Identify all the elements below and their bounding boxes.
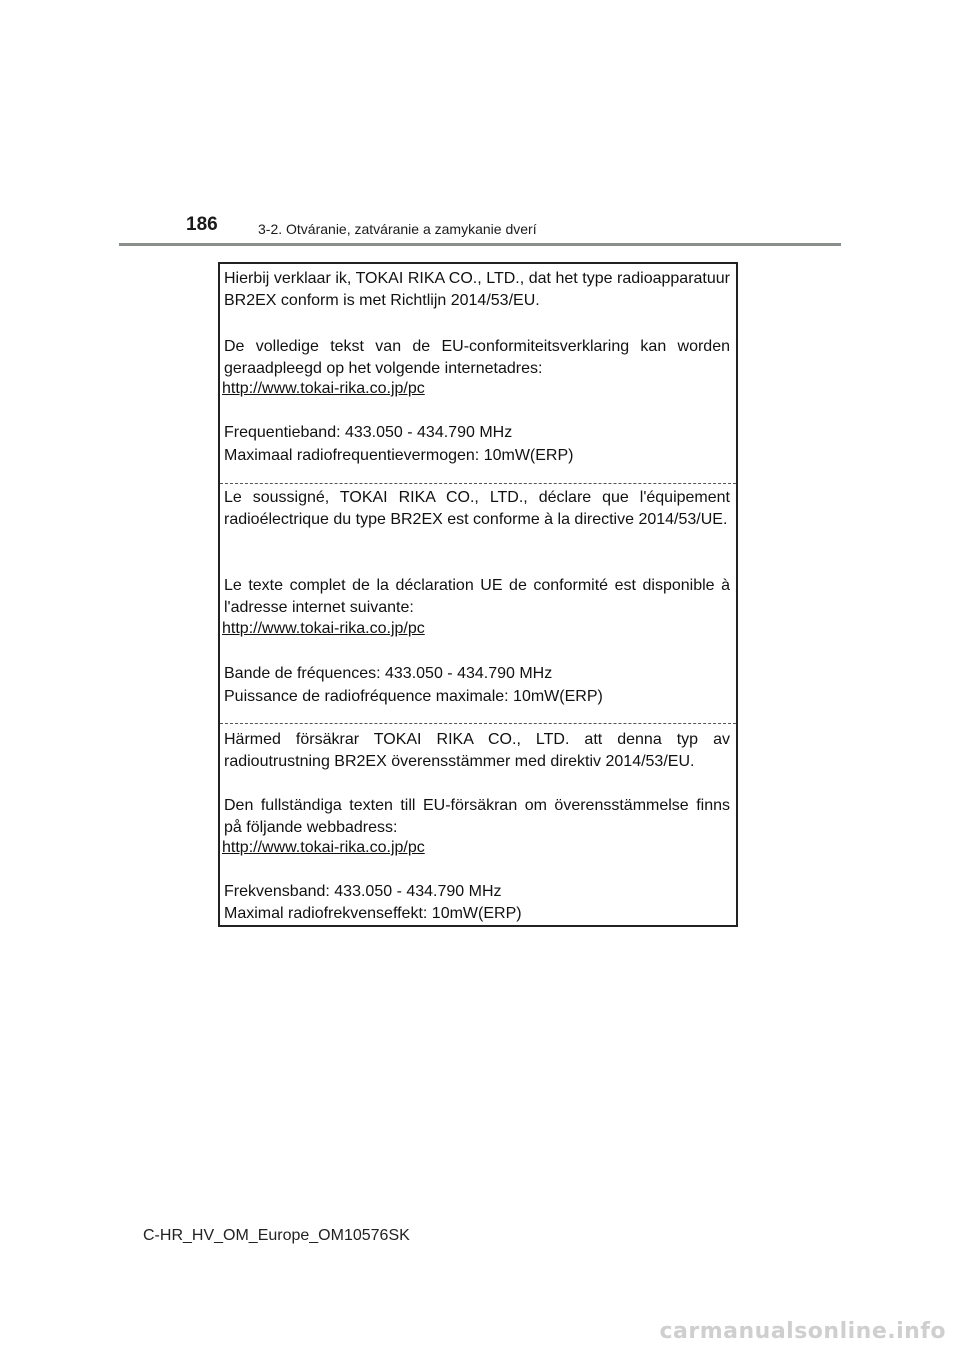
declaration-text-intro: Den fullständiga texten till EU-försäkran om överensstämmelse finns på följande webbadress: xyxy=(224,797,730,836)
page-number: 186 xyxy=(186,214,218,235)
declaration-url-link[interactable]: http://www.tokai-rika.co.jp/pc xyxy=(222,620,425,637)
frequency-band: Frekvensband: 433.050 - 434.790 MHz xyxy=(224,883,502,900)
declaration-block-french xyxy=(220,483,736,723)
frequency-band: Frequentieband: 433.050 - 434.790 MHz xyxy=(224,424,513,441)
declaration-box xyxy=(218,262,738,927)
declaration-statement: Härmed försäkrar TOKAI RIKA CO., LTD. att denna typ av radioutrustning BR2EX överensstämmer med direktiv 2014/53/EU. xyxy=(224,731,730,770)
max-power: Maximaal radiofrequentievermogen: 10mW(ERP) xyxy=(224,447,574,464)
document-code: C-HR_HV_OM_Europe_OM10576SK xyxy=(143,1227,410,1244)
declaration-url-link[interactable]: http://www.tokai-rika.co.jp/pc xyxy=(222,380,425,397)
frequency-band: Bande de fréquences: 433.050 - 434.790 MHz xyxy=(224,665,553,682)
section-title: 3-2. Otváranie, zatváranie a zamykanie dverí xyxy=(258,221,537,237)
declaration-url-link[interactable]: http://www.tokai-rika.co.jp/pc xyxy=(222,839,425,856)
declaration-statement: Hierbij verklaar ik, TOKAI RIKA CO., LTD., dat het type radioapparatuur BR2EX conform is met Richtlijn 2014/53/EU. xyxy=(224,270,730,309)
declaration-text-intro: De volledige tekst van de EU-conformiteitsverklaring kan worden geraadpleegd op het volgende internetadres: xyxy=(224,338,730,377)
header-rule xyxy=(119,243,841,246)
declaration-statement: Le soussigné, TOKAI RIKA CO., LTD., déclare que l'équipement radioélectrique du type BR2EX est conforme à la directive 2014/53/UE. xyxy=(224,489,730,528)
declaration-block-swedish xyxy=(220,723,736,925)
declaration-block-dutch xyxy=(220,264,736,483)
watermark: carmanualsonline.info xyxy=(659,1319,946,1344)
declaration-text-intro: Le texte complet de la déclaration UE de conformité est disponible à l'adresse internet suivante: xyxy=(224,577,730,616)
max-power: Maximal radiofrekvenseffekt: 10mW(ERP) xyxy=(224,905,522,922)
max-power: Puissance de radiofréquence maximale: 10mW(ERP) xyxy=(224,688,603,705)
